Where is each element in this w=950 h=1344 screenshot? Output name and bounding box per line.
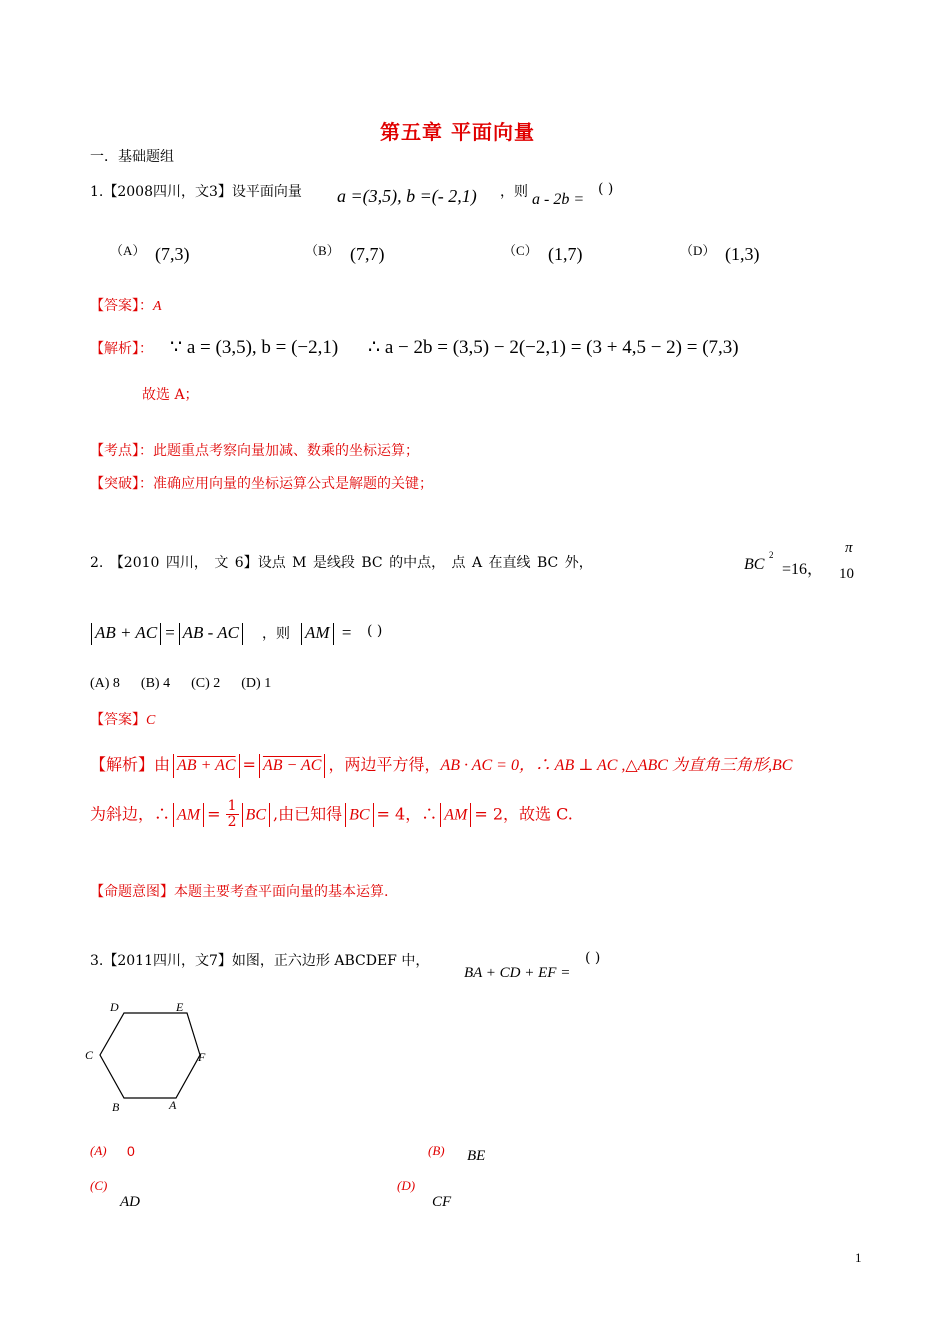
q1-target: a - 2b =: [532, 191, 585, 208]
q3-expr: BA + CD + EF =: [464, 965, 571, 981]
vertex-b-label: B: [112, 1100, 120, 1114]
q1-analysis-given: ∵ a = (3,5), b = (−2,1): [170, 337, 339, 358]
q2-condition: AB + AC = AB - AC: [88, 623, 246, 645]
vertex-c-label: C: [85, 1048, 94, 1062]
q3-paren: ( ): [585, 950, 601, 966]
q2-eq16: =16，: [782, 561, 824, 578]
q1-then: ，则: [500, 184, 528, 200]
q3-option-b-value: BE: [467, 1148, 486, 1164]
q1-option-b-value: (7,7): [350, 244, 385, 264]
vertex-e-label: E: [176, 1000, 184, 1014]
q1-tupo: 【突破】：准确应用向量的坐标运算公式是解题的关键；: [90, 476, 433, 492]
q3-option-d-label: (D): [397, 1178, 416, 1193]
hexagon-figure: [80, 995, 220, 1120]
q1-option-d-label: （D）: [680, 243, 716, 258]
q1-stem: 1.【2008四川，文3】设平面向量: [90, 184, 302, 200]
q3-option-d-value: CF: [432, 1194, 452, 1210]
q1-analysis-label: 【解析】：: [90, 341, 153, 357]
q2-bc: BC: [744, 556, 765, 573]
q2-intent: 【命题意图】本题主要考查平面向量的基本运算.: [90, 884, 389, 900]
q2-sq: 2: [769, 550, 774, 560]
q3-option-c-label: (C): [90, 1178, 108, 1193]
q3-stem: 3.【2011四川，文7】如图，正六边形 ABCDEF 中，: [90, 953, 430, 969]
vertex-f-label: F: [198, 1050, 206, 1064]
vertex-a-label: A: [169, 1098, 177, 1112]
q1-answer: 【答案】：A: [90, 298, 162, 314]
q3-option-c-value: AD: [120, 1194, 140, 1210]
section-heading: 一．基础题组: [90, 149, 174, 165]
q2-pi: π: [845, 540, 853, 556]
q2-analysis-line2: 为斜边，∴ AM = $\frac{1}{2}$ BC ,由已知得 BC = 4，∴ AM = 2，故选 C.: [90, 798, 573, 831]
page-title: 第五章 平面向量: [380, 120, 535, 144]
q1-conclusion: 故选 A；: [142, 387, 199, 403]
q1-expr: a =(3,5), b =(- 2,1): [337, 186, 477, 206]
q2-ten: 10: [839, 566, 854, 582]
q1-analysis-calc: ∴ a − 2b = (3,5) − 2(−2,1) = (3 + 4,5 − 2) = (7,3): [368, 337, 739, 358]
q2-analysis-line1: 【解析】由 AB + AC = AB − AC ，两边平方得，AB · AC = 0，∴ AB ⊥ AC ,△ABC 为直角三角形,BC: [90, 752, 792, 778]
q1-kaodian: 【考点】：此题重点考察向量加减、数乘的坐标运算；: [90, 443, 419, 459]
q1-option-a-label: （A）: [110, 243, 146, 258]
q2-options: (A) 8 (B) 4 (C) 2 (D) 1: [90, 676, 272, 691]
q1-option-a-value: (7,3): [155, 244, 190, 264]
q2-then: ，则: [262, 626, 290, 642]
q3-option-a-label: (A): [90, 1143, 107, 1158]
q1-paren: ( ): [598, 181, 614, 197]
q1-option-d-value: (1,3): [725, 244, 760, 264]
page-number: 1: [855, 1250, 862, 1265]
q2-answer: 【答案】C: [90, 712, 156, 728]
q1-option-c-value: (1,7): [548, 244, 583, 264]
q2-stem: 2. 【2010 四川， 文 6】设点 M 是线段 BC 的中点， 点 A 在直线 BC 外，: [90, 555, 593, 571]
q1-option-b-label: （B）: [305, 243, 340, 258]
hexagon-shape: [100, 1013, 200, 1098]
q2-am: AM =: [298, 623, 352, 645]
q1-option-c-label: （C）: [503, 243, 538, 258]
q2-paren: ( ): [367, 623, 383, 639]
q3-option-a-value: 0: [127, 1143, 135, 1159]
q3-option-b-label: (B): [428, 1143, 445, 1158]
vertex-d-label: D: [110, 1000, 119, 1014]
